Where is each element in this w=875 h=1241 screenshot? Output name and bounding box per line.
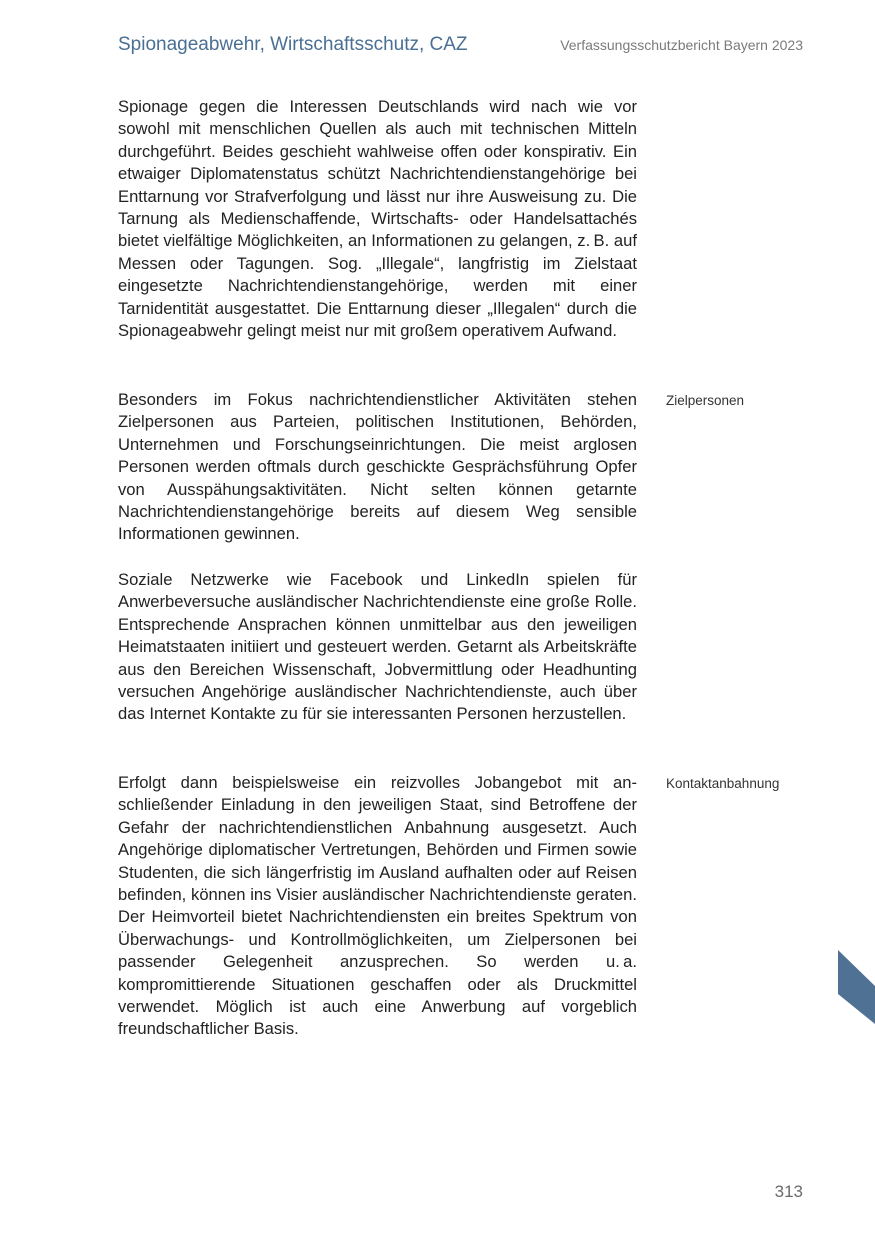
margin-note-zielpersonen: Zielpersonen <box>666 393 745 408</box>
body-paragraph-2: Besonders im Fokus nachrichtendienstlicher Aktivitäten stehen Zielpersonen aus Parteien, politischen Institutionen, Behörden, Unternehmen und Forschungseinrichtungen. Die meist arglosen Personen werden oftmals durch geschickte Gesprächsführung Opfer von Ausspähungsaktivitäten. Nicht selten können getarnte Nachrichtendienstangehörige bereits auf diesem Weg sensible Informationen gewinnen. <box>118 390 637 544</box>
margin-note-kontaktanbahnung: Kontaktanbahnung <box>666 776 780 791</box>
section-title: Spionageabwehr, Wirtschaftsschutz, CAZ <box>118 34 468 55</box>
body-paragraph-1: Spionage gegen die Interessen Deutschlands wird nach wie vor sowohl mit menschlichen Quellen als auch mit technischen Mitteln durchgeführt. Beides geschieht wahlweise offen oder konspirativ. Ein etwaiger Diplomatenstatus schützt Nachrichtendienstangehörige bei Enttarnung vor Strafverfolgung und lässt nur ihre Ausweisung zu. Die Tarnung als Medienschaffende, Wirtschafts- oder Handelsattachés bietet vielfältige Möglichkeiten, an Informationen zu gelangen, z. B. auf Messen oder Tagungen. Sog. „Illegale“, langfristig im Zielstaat eingesetzte Nachrichtendienstangehörige, werden mit einer Tarnidentität ausgestattet. Die Enttarnung dieser „Illegalen“ durch die Spionageabwehr gelingt meist nur mit großem operativem Aufwand. <box>118 97 637 341</box>
page-number: 313 <box>774 1182 803 1201</box>
report-title: Verfassungsschutzbericht Bayern 2023 <box>560 37 803 53</box>
body-paragraph-3: Soziale Netzwerke wie Facebook und LinkedIn spielen für Anwerbeversuche ausländischer Nachrichtendienste eine große Rolle. Entsprechende Ansprachen können unmittelbar aus den jeweiligen Heimatstaaten initiiert und gesteuert werden. Getarnt als Arbeitskräfte aus den Bereichen Wissenschaft, Jobvermittlung oder Headhunting versuchen Angehörige ausländischer Nachrichtendienste, auch über das Internet Kontakte zu für sie interessanten Personen herzustellen. <box>118 570 637 724</box>
chapter-tab-marker <box>838 950 875 1024</box>
chapter-tab-shape <box>838 950 875 1024</box>
body-paragraph-4: Erfolgt dann beispielsweise ein reizvolles Jobangebot mit anschließender Einladung in den jeweiligen Staat, sind Betroffene der Gefahr der nachrichtendienstlichen Anbahnung ausgesetzt. Auch Angehörige diplomatischer Vertretungen, Behörden und Firmen sowie Studenten, die sich längerfristig im Ausland aufhalten oder auf Reisen befinden, können ins Visier ausländischer Nachrichtendienste geraten. Der Heimvorteil bietet Nachrichtendiensten ein breites Spektrum von Überwachungs- und Kontrollmöglichkeiten, um Zielpersonen bei passender Gelegenheit anzusprechen. So werden u. a. kompromittierende Situationen geschaffen oder als Druckmittel verwendet. Möglich ist auch eine Anwerbung auf vorgeblich freundschaftlicher Basis. <box>118 773 637 1039</box>
